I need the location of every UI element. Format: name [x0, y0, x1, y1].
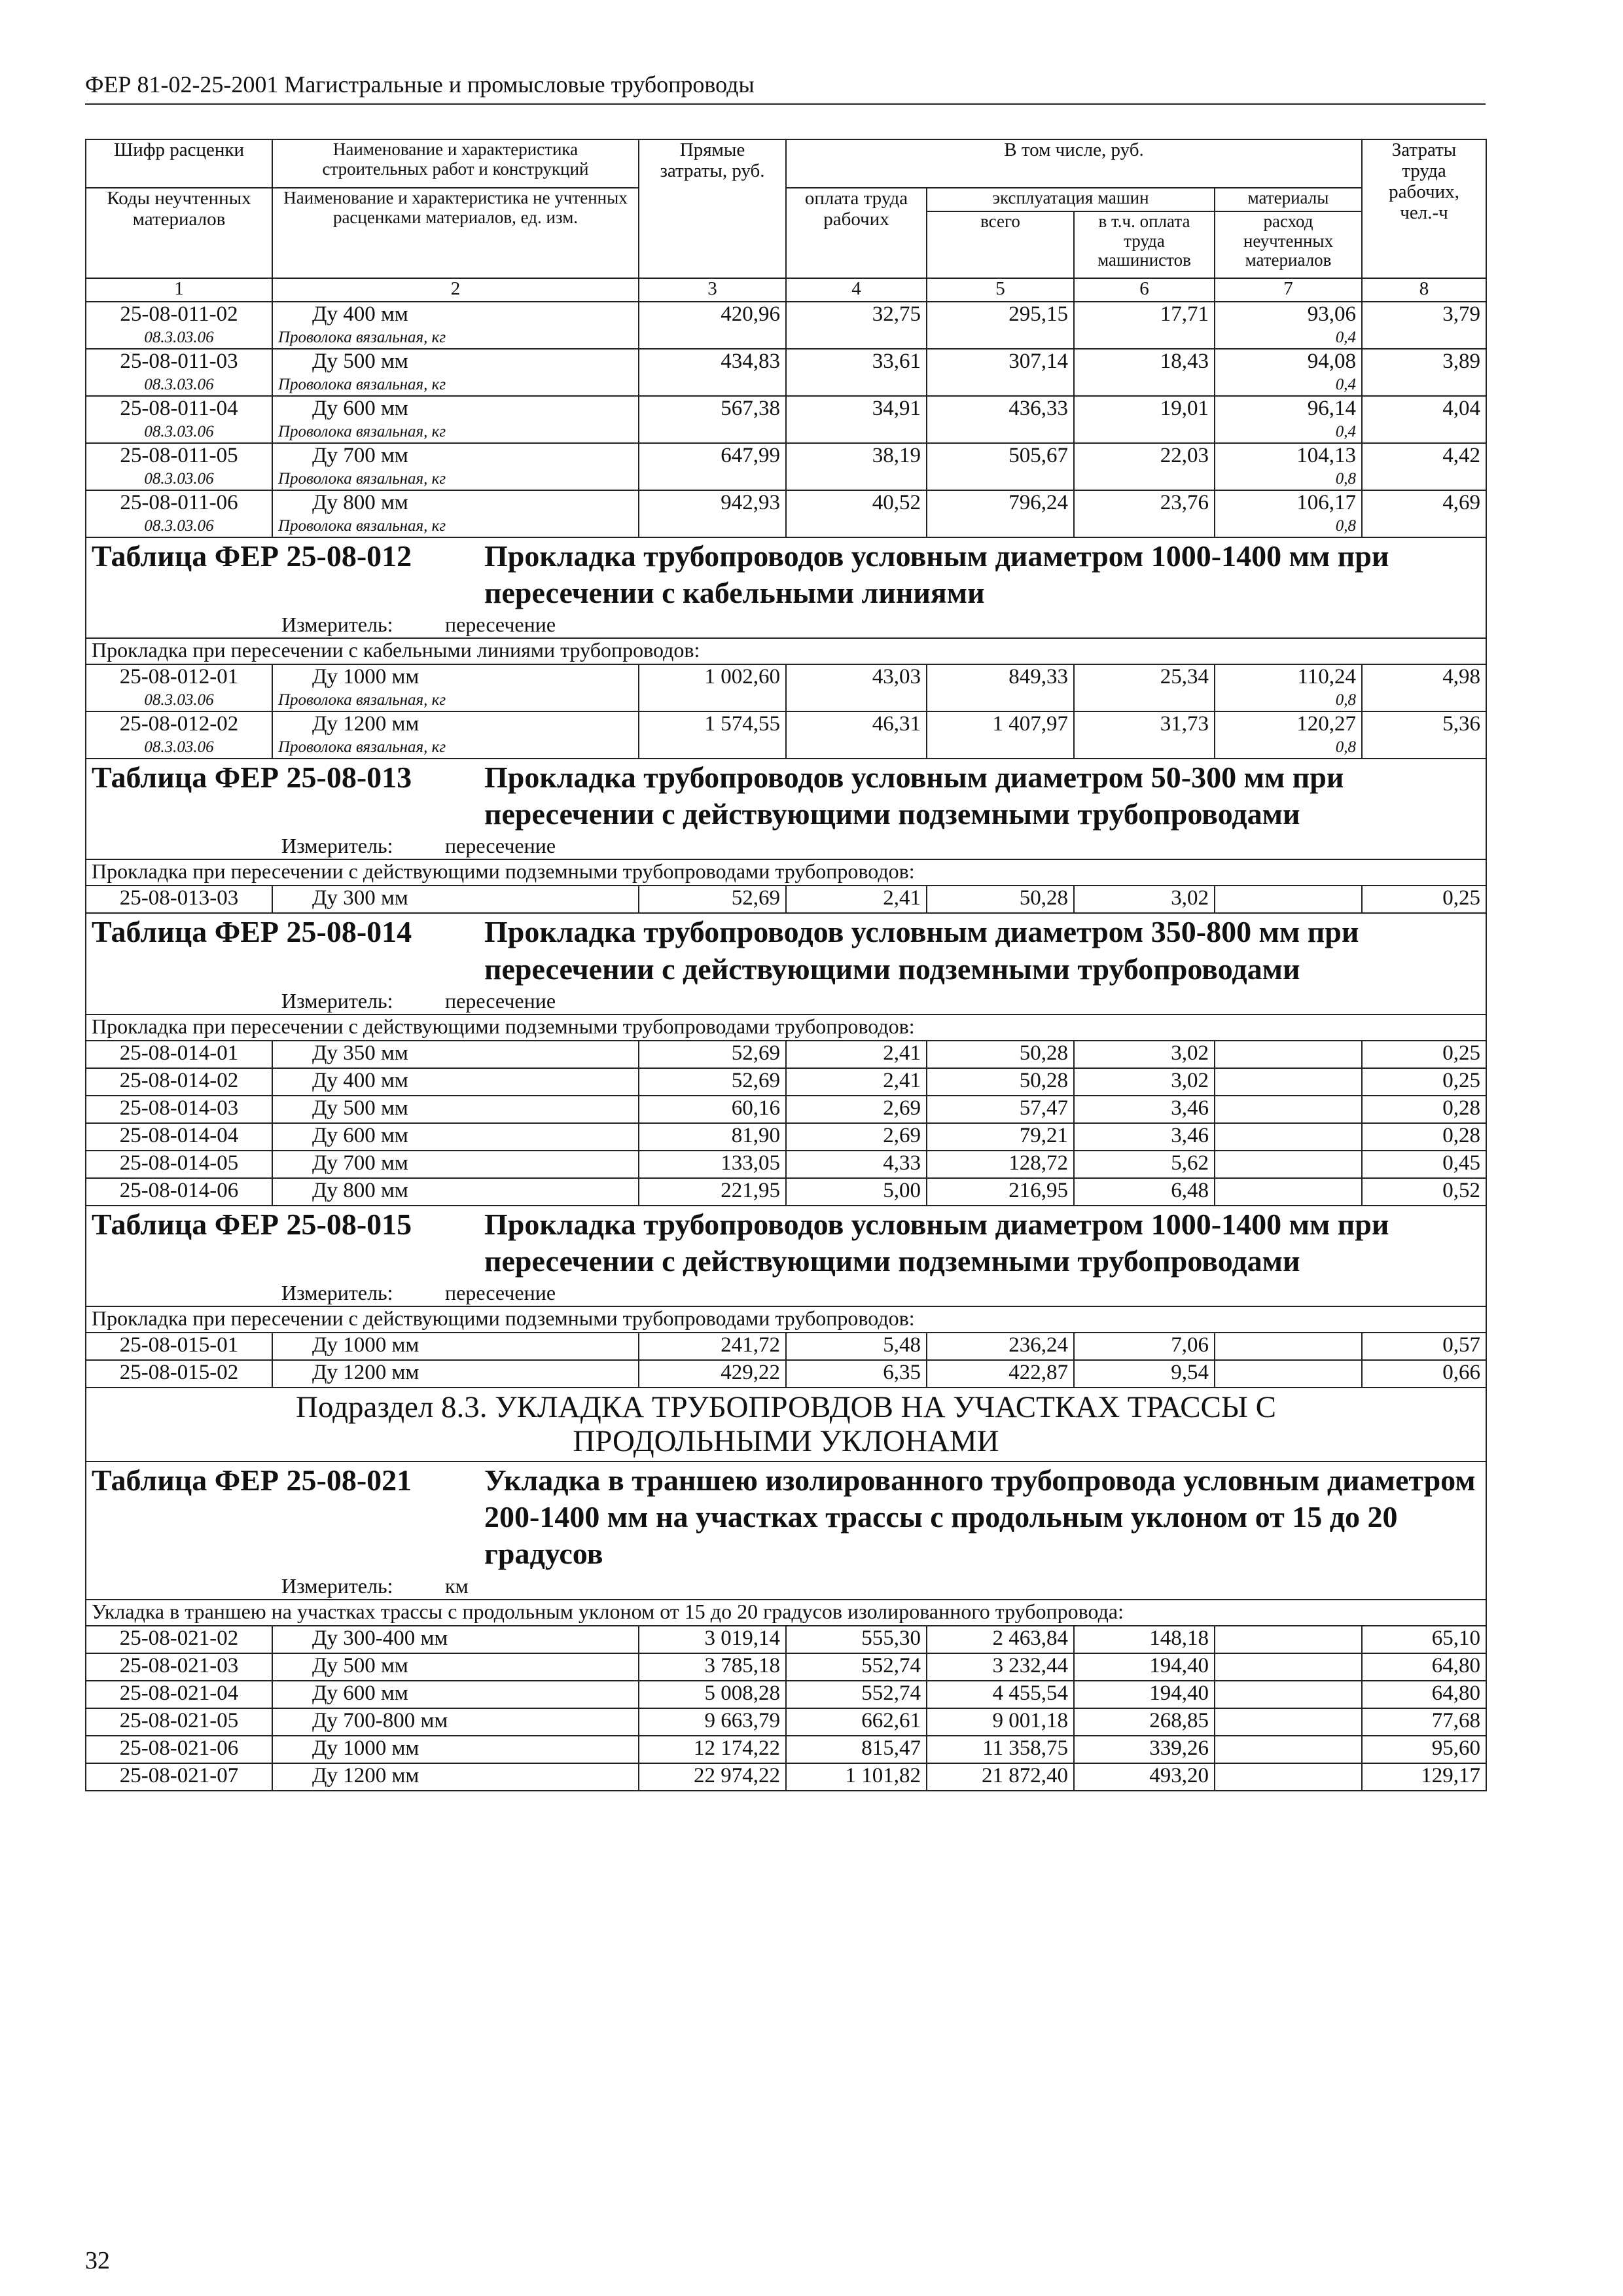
table-title-block — [86, 537, 1486, 638]
direct-cost: 3 785,18 — [639, 1653, 786, 1681]
material-cost: 93,06 — [1215, 302, 1362, 329]
material-cost — [1215, 1096, 1362, 1123]
col-num: 1 — [86, 278, 272, 302]
rate-name: Ду 600 мм — [272, 1123, 639, 1151]
machine-cost: 79,21 — [927, 1123, 1074, 1151]
machine-cost: 1 407,97 — [927, 711, 1074, 759]
measurement — [92, 988, 1480, 1014]
col-machines: эксплуатация машин — [927, 188, 1215, 211]
material-cost — [1215, 1736, 1362, 1763]
measurement-value: пересечение — [445, 834, 556, 858]
col-incl: В том числе, руб. — [786, 139, 1362, 188]
machine-cost: 505,67 — [927, 443, 1074, 490]
labor-cost: 0,25 — [1362, 1068, 1486, 1096]
material-cost — [1215, 1068, 1362, 1096]
table-description: Прокладка при пересечении с действующими подземными трубопроводами трубопроводов: — [86, 1014, 1486, 1041]
material-code: 08.3.03.06 — [86, 691, 272, 711]
rate-code: 25-08-012-01 — [86, 664, 272, 691]
machinist-wage: 339,26 — [1074, 1736, 1215, 1763]
labor-cost: 95,60 — [1362, 1736, 1486, 1763]
machinist-wage: 148,18 — [1074, 1626, 1215, 1653]
machine-cost: 236,24 — [927, 1333, 1074, 1360]
col-code-top: Шифр расценки — [86, 139, 272, 188]
wage-cost: 815,47 — [786, 1736, 927, 1763]
rate-row — [86, 886, 1486, 913]
machinist-wage: 3,02 — [1074, 886, 1215, 913]
col-num: 5 — [927, 278, 1074, 302]
rate-code: 25-08-021-02 — [86, 1626, 272, 1653]
measurement-value: пересечение — [445, 1280, 556, 1304]
rate-name: Ду 500 мм — [272, 349, 639, 376]
rate-name: Ду 700 мм — [272, 443, 639, 470]
wage-cost: 5,48 — [786, 1333, 927, 1360]
rate-code: 25-08-015-01 — [86, 1333, 272, 1360]
rate-row — [86, 1123, 1486, 1151]
measurement-value: пересечение — [445, 613, 556, 637]
material-code: 08.3.03.06 — [86, 470, 272, 490]
rate-code: 25-08-014-05 — [86, 1151, 272, 1178]
machine-cost: 796,24 — [927, 490, 1074, 537]
page-header: ФЕР 81-02-25-2001 Магистральные и промысловые трубопроводы — [85, 71, 1486, 105]
material-cost: 94,08 — [1215, 349, 1362, 376]
measurement-label: Измеритель: — [281, 988, 393, 1013]
wage-cost: 2,41 — [786, 886, 927, 913]
machine-cost: 21 872,40 — [927, 1763, 1074, 1791]
wage-cost: 5,00 — [786, 1178, 927, 1206]
labor-cost: 0,28 — [1362, 1096, 1486, 1123]
wage-cost: 662,61 — [786, 1708, 927, 1736]
rate-row — [86, 490, 1486, 517]
direct-cost: 60,16 — [639, 1096, 786, 1123]
rate-code: 25-08-021-04 — [86, 1681, 272, 1708]
col-num: 7 — [1215, 278, 1362, 302]
machinist-wage: 194,40 — [1074, 1681, 1215, 1708]
machine-cost: 3 232,44 — [927, 1653, 1074, 1681]
rate-code: 25-08-012-02 — [86, 711, 272, 738]
rate-row — [86, 664, 1486, 691]
table-name: Прокладка трубопроводов условным диаметром 50-300 мм при пересечении с действующими подземными трубопроводами — [484, 761, 1344, 831]
rate-row — [86, 349, 1486, 376]
rate-name: Ду 1000 мм — [272, 1736, 639, 1763]
labor-cost: 77,68 — [1362, 1708, 1486, 1736]
wage-cost: 38,19 — [786, 443, 927, 490]
measurement-value: км — [445, 1573, 469, 1598]
material-cost — [1215, 1123, 1362, 1151]
table-code: Таблица ФЕР 25-08-015 — [92, 1207, 412, 1241]
col-num: 6 — [1074, 278, 1215, 302]
rate-row — [86, 1333, 1486, 1360]
machinist-wage: 3,46 — [1074, 1123, 1215, 1151]
machinist-wage: 19,01 — [1074, 396, 1215, 443]
table-title-block — [86, 1206, 1486, 1306]
table-name: Прокладка трубопроводов условным диаметром 350-800 мм при пересечении с действующими подземными трубопроводами — [484, 915, 1359, 986]
machinist-wage: 22,03 — [1074, 443, 1215, 490]
rate-name: Ду 700 мм — [272, 1151, 639, 1178]
labor-cost: 64,80 — [1362, 1681, 1486, 1708]
material-cost — [1215, 886, 1362, 913]
col-code-bottom: Коды неучтенных материалов — [86, 188, 272, 278]
direct-cost: 942,93 — [639, 490, 786, 537]
direct-cost: 12 174,22 — [639, 1736, 786, 1763]
rate-row — [86, 1681, 1486, 1708]
direct-cost: 52,69 — [639, 1041, 786, 1068]
rate-code: 25-08-021-06 — [86, 1736, 272, 1763]
material-cost — [1215, 1333, 1362, 1360]
measurement — [92, 1280, 1480, 1306]
material-name: Проволока вязальная, кг — [272, 691, 639, 711]
rate-name: Ду 300-400 мм — [272, 1626, 639, 1653]
rate-code: 25-08-011-05 — [86, 443, 272, 470]
labor-cost: 4,98 — [1362, 664, 1486, 711]
material-code: 08.3.03.06 — [86, 738, 272, 759]
rate-name: Ду 800 мм — [272, 490, 639, 517]
rate-row — [86, 1708, 1486, 1736]
rate-name: Ду 500 мм — [272, 1096, 639, 1123]
labor-cost: 0,57 — [1362, 1333, 1486, 1360]
rate-name: Ду 1000 мм — [272, 664, 639, 691]
material-cost — [1215, 1763, 1362, 1791]
machine-cost: 4 455,54 — [927, 1681, 1074, 1708]
wage-cost: 33,61 — [786, 349, 927, 396]
machine-cost: 216,95 — [927, 1178, 1074, 1206]
direct-cost: 221,95 — [639, 1178, 786, 1206]
wage-cost: 2,41 — [786, 1041, 927, 1068]
labor-cost: 0,52 — [1362, 1178, 1486, 1206]
rate-name: Ду 500 мм — [272, 1653, 639, 1681]
labor-cost: 4,69 — [1362, 490, 1486, 537]
rate-name: Ду 1200 мм — [272, 711, 639, 738]
machinist-wage: 3,02 — [1074, 1068, 1215, 1096]
page-number: 32 — [85, 2247, 110, 2274]
rate-row — [86, 1178, 1486, 1206]
material-code: 08.3.03.06 — [86, 517, 272, 537]
machine-cost: 2 463,84 — [927, 1626, 1074, 1653]
table-title-block — [86, 913, 1486, 1014]
material-cost: 106,17 — [1215, 490, 1362, 517]
rate-code: 25-08-014-03 — [86, 1096, 272, 1123]
machinist-wage: 25,34 — [1074, 664, 1215, 711]
col-direct: Прямые затраты, руб. — [639, 139, 786, 278]
direct-cost: 241,72 — [639, 1333, 786, 1360]
rate-name: Ду 1200 мм — [272, 1360, 639, 1388]
material-name: Проволока вязальная, кг — [272, 376, 639, 396]
rate-row — [86, 302, 1486, 329]
labor-cost: 0,66 — [1362, 1360, 1486, 1388]
machine-cost: 11 358,75 — [927, 1736, 1074, 1763]
machinist-wage: 3,02 — [1074, 1041, 1215, 1068]
rate-name: Ду 600 мм — [272, 1681, 639, 1708]
machine-cost: 436,33 — [927, 396, 1074, 443]
material-cost — [1215, 1041, 1362, 1068]
labor-cost: 4,42 — [1362, 443, 1486, 490]
col-materials: материалы — [1215, 188, 1362, 211]
direct-cost: 647,99 — [639, 443, 786, 490]
col-mach-wage: в т.ч. оплата труда машинистов — [1074, 211, 1215, 278]
wage-cost: 40,52 — [786, 490, 927, 537]
subsection-title: Подраздел 8.3. УКЛАДКА ТРУБОПРОВДОВ НА УЧАСТКАХ ТРАССЫ С ПРОДОЛЬНЫМИ УКЛОНАМИ — [86, 1388, 1486, 1462]
machinist-wage: 194,40 — [1074, 1653, 1215, 1681]
machinist-wage: 5,62 — [1074, 1151, 1215, 1178]
rate-code: 25-08-015-02 — [86, 1360, 272, 1388]
rates-table — [85, 139, 1487, 1791]
rate-row — [86, 1626, 1486, 1653]
labor-cost: 3,89 — [1362, 349, 1486, 396]
labor-cost: 0,28 — [1362, 1123, 1486, 1151]
wage-cost: 552,74 — [786, 1653, 927, 1681]
wage-cost: 552,74 — [786, 1681, 927, 1708]
rate-code: 25-08-011-06 — [86, 490, 272, 517]
labor-cost: 5,36 — [1362, 711, 1486, 759]
rate-row — [86, 1151, 1486, 1178]
rate-code: 25-08-011-04 — [86, 396, 272, 423]
col-name-bottom: Наименование и характеристика не учтенных расценками материалов, ед. изм. — [272, 188, 639, 278]
labor-cost: 0,25 — [1362, 1041, 1486, 1068]
machinist-wage: 9,54 — [1074, 1360, 1215, 1388]
direct-cost: 81,90 — [639, 1123, 786, 1151]
material-cost — [1215, 1360, 1362, 1388]
material-cost: 120,27 — [1215, 711, 1362, 738]
machine-cost: 50,28 — [927, 1068, 1074, 1096]
material-qty: 0,8 — [1215, 738, 1362, 759]
labor-cost: 129,17 — [1362, 1763, 1486, 1791]
table-description: Прокладка при пересечении с действующими подземными трубопроводами трубопроводов: — [86, 1306, 1486, 1333]
material-cost — [1215, 1626, 1362, 1653]
wage-cost: 32,75 — [786, 302, 927, 349]
measurement — [92, 611, 1480, 637]
measurement-label: Измеритель: — [281, 834, 393, 858]
machine-cost: 307,14 — [927, 349, 1074, 396]
rate-name: Ду 400 мм — [272, 1068, 639, 1096]
rate-row — [86, 396, 1486, 423]
direct-cost: 22 974,22 — [639, 1763, 786, 1791]
labor-cost: 0,45 — [1362, 1151, 1486, 1178]
material-name: Проволока вязальная, кг — [272, 738, 639, 759]
direct-cost: 52,69 — [639, 886, 786, 913]
direct-cost: 52,69 — [639, 1068, 786, 1096]
rate-row — [86, 711, 1486, 738]
rate-code: 25-08-014-06 — [86, 1178, 272, 1206]
rate-row — [86, 443, 1486, 470]
table-description: Прокладка при пересечении с действующими подземными трубопроводами трубопроводов: — [86, 859, 1486, 886]
table-code: Таблица ФЕР 25-08-021 — [92, 1463, 412, 1498]
material-cost: 104,13 — [1215, 443, 1362, 470]
machinist-wage: 23,76 — [1074, 490, 1215, 537]
table-name: Прокладка трубопроводов условным диаметром 1000-1400 мм при пересечении с кабельными линиями — [484, 539, 1389, 610]
wage-cost: 2,69 — [786, 1123, 927, 1151]
direct-cost: 9 663,79 — [639, 1708, 786, 1736]
machinist-wage: 17,71 — [1074, 302, 1215, 349]
col-num: 3 — [639, 278, 786, 302]
rate-code: 25-08-014-04 — [86, 1123, 272, 1151]
machinist-wage: 3,46 — [1074, 1096, 1215, 1123]
machine-cost: 50,28 — [927, 886, 1074, 913]
direct-cost: 3 019,14 — [639, 1626, 786, 1653]
machinist-wage: 31,73 — [1074, 711, 1215, 759]
labor-cost: 3,79 — [1362, 302, 1486, 349]
material-cost — [1215, 1681, 1362, 1708]
rate-name: Ду 350 мм — [272, 1041, 639, 1068]
machine-cost: 9 001,18 — [927, 1708, 1074, 1736]
material-qty: 0,4 — [1215, 376, 1362, 396]
rate-code: 25-08-014-02 — [86, 1068, 272, 1096]
machine-cost: 57,47 — [927, 1096, 1074, 1123]
material-qty: 0,4 — [1215, 423, 1362, 443]
machine-cost: 128,72 — [927, 1151, 1074, 1178]
direct-cost: 133,05 — [639, 1151, 786, 1178]
wage-cost: 1 101,82 — [786, 1763, 927, 1791]
material-cost: 96,14 — [1215, 396, 1362, 423]
col-num: 8 — [1362, 278, 1486, 302]
table-name: Прокладка трубопроводов условным диаметром 1000-1400 мм при пересечении с действующими подземными трубопроводами — [484, 1207, 1389, 1278]
measurement — [92, 833, 1480, 859]
labor-cost: 65,10 — [1362, 1626, 1486, 1653]
labor-cost: 4,04 — [1362, 396, 1486, 443]
rate-name: Ду 800 мм — [272, 1178, 639, 1206]
rate-code: 25-08-011-03 — [86, 349, 272, 376]
rate-row — [86, 1068, 1486, 1096]
material-cost: 110,24 — [1215, 664, 1362, 691]
material-name: Проволока вязальная, кг — [272, 423, 639, 443]
wage-cost: 2,41 — [786, 1068, 927, 1096]
material-code: 08.3.03.06 — [86, 423, 272, 443]
material-name: Проволока вязальная, кг — [272, 517, 639, 537]
table-name: Укладка в траншею изолированного трубопровода условным диаметром 200-1400 мм на участках трассы с продольным уклоном от 15 до 20 градусов — [484, 1463, 1476, 1571]
direct-cost: 567,38 — [639, 396, 786, 443]
material-cost — [1215, 1151, 1362, 1178]
machine-cost: 422,87 — [927, 1360, 1074, 1388]
direct-cost: 420,96 — [639, 302, 786, 349]
wage-cost: 46,31 — [786, 711, 927, 759]
direct-cost: 429,22 — [639, 1360, 786, 1388]
measurement-value: пересечение — [445, 988, 556, 1013]
material-name: Проволока вязальная, кг — [272, 470, 639, 490]
rate-row — [86, 1041, 1486, 1068]
wage-cost: 34,91 — [786, 396, 927, 443]
rate-code: 25-08-011-02 — [86, 302, 272, 329]
wage-cost: 2,69 — [786, 1096, 927, 1123]
wage-cost: 43,03 — [786, 664, 927, 711]
measurement — [92, 1573, 1480, 1599]
col-labor: Затраты труда рабочих, чел.-ч — [1362, 139, 1486, 278]
machine-cost: 849,33 — [927, 664, 1074, 711]
measurement-label: Измеритель: — [281, 1573, 393, 1598]
rate-row — [86, 1096, 1486, 1123]
table-code: Таблица ФЕР 25-08-012 — [92, 539, 412, 573]
material-code: 08.3.03.06 — [86, 376, 272, 396]
material-cost — [1215, 1708, 1362, 1736]
machine-cost: 50,28 — [927, 1041, 1074, 1068]
rate-row — [86, 1360, 1486, 1388]
col-mat-use: расход неучтенных материалов — [1215, 211, 1362, 278]
material-cost — [1215, 1653, 1362, 1681]
table-code: Таблица ФЕР 25-08-013 — [92, 761, 412, 795]
rate-name: Ду 1200 мм — [272, 1763, 639, 1791]
col-name-top: Наименование и характеристика строительных работ и конструкций — [272, 139, 639, 188]
rate-code: 25-08-021-05 — [86, 1708, 272, 1736]
direct-cost: 434,83 — [639, 349, 786, 396]
wage-cost: 4,33 — [786, 1151, 927, 1178]
col-mach-total: всего — [927, 211, 1074, 278]
material-qty: 0,4 — [1215, 329, 1362, 349]
direct-cost: 1 002,60 — [639, 664, 786, 711]
col-wage: оплата труда рабочих — [786, 188, 927, 278]
direct-cost: 5 008,28 — [639, 1681, 786, 1708]
labor-cost: 0,25 — [1362, 886, 1486, 913]
material-qty: 0,8 — [1215, 470, 1362, 490]
material-qty: 0,8 — [1215, 691, 1362, 711]
col-num: 4 — [786, 278, 927, 302]
rate-code: 25-08-021-03 — [86, 1653, 272, 1681]
machine-cost: 295,15 — [927, 302, 1074, 349]
table-description: Укладка в траншею на участках трассы с продольным уклоном от 15 до 20 градусов изолированного трубопровода: — [86, 1600, 1486, 1626]
rate-name: Ду 400 мм — [272, 302, 639, 329]
machinist-wage: 6,48 — [1074, 1178, 1215, 1206]
machinist-wage: 268,85 — [1074, 1708, 1215, 1736]
material-qty: 0,8 — [1215, 517, 1362, 537]
rate-code: 25-08-021-07 — [86, 1763, 272, 1791]
material-code: 08.3.03.06 — [86, 329, 272, 349]
rate-code: 25-08-013-03 — [86, 886, 272, 913]
rate-name: Ду 700-800 мм — [272, 1708, 639, 1736]
wage-cost: 555,30 — [786, 1626, 927, 1653]
measurement-label: Измеритель: — [281, 613, 393, 637]
table-title-block — [86, 1462, 1486, 1599]
machinist-wage: 18,43 — [1074, 349, 1215, 396]
machinist-wage: 493,20 — [1074, 1763, 1215, 1791]
rate-row — [86, 1736, 1486, 1763]
rate-row — [86, 1653, 1486, 1681]
rate-code: 25-08-014-01 — [86, 1041, 272, 1068]
rate-name: Ду 1000 мм — [272, 1333, 639, 1360]
material-name: Проволока вязальная, кг — [272, 329, 639, 349]
table-description: Прокладка при пересечении с кабельными линиями трубопроводов: — [86, 638, 1486, 664]
measurement-label: Измеритель: — [281, 1280, 393, 1304]
col-num: 2 — [272, 278, 639, 302]
rate-name: Ду 300 мм — [272, 886, 639, 913]
direct-cost: 1 574,55 — [639, 711, 786, 759]
rate-name: Ду 600 мм — [272, 396, 639, 423]
rate-row — [86, 1763, 1486, 1791]
material-cost — [1215, 1178, 1362, 1206]
labor-cost: 64,80 — [1362, 1653, 1486, 1681]
machinist-wage: 7,06 — [1074, 1333, 1215, 1360]
wage-cost: 6,35 — [786, 1360, 927, 1388]
table-title-block — [86, 759, 1486, 859]
table-code: Таблица ФЕР 25-08-014 — [92, 915, 412, 949]
